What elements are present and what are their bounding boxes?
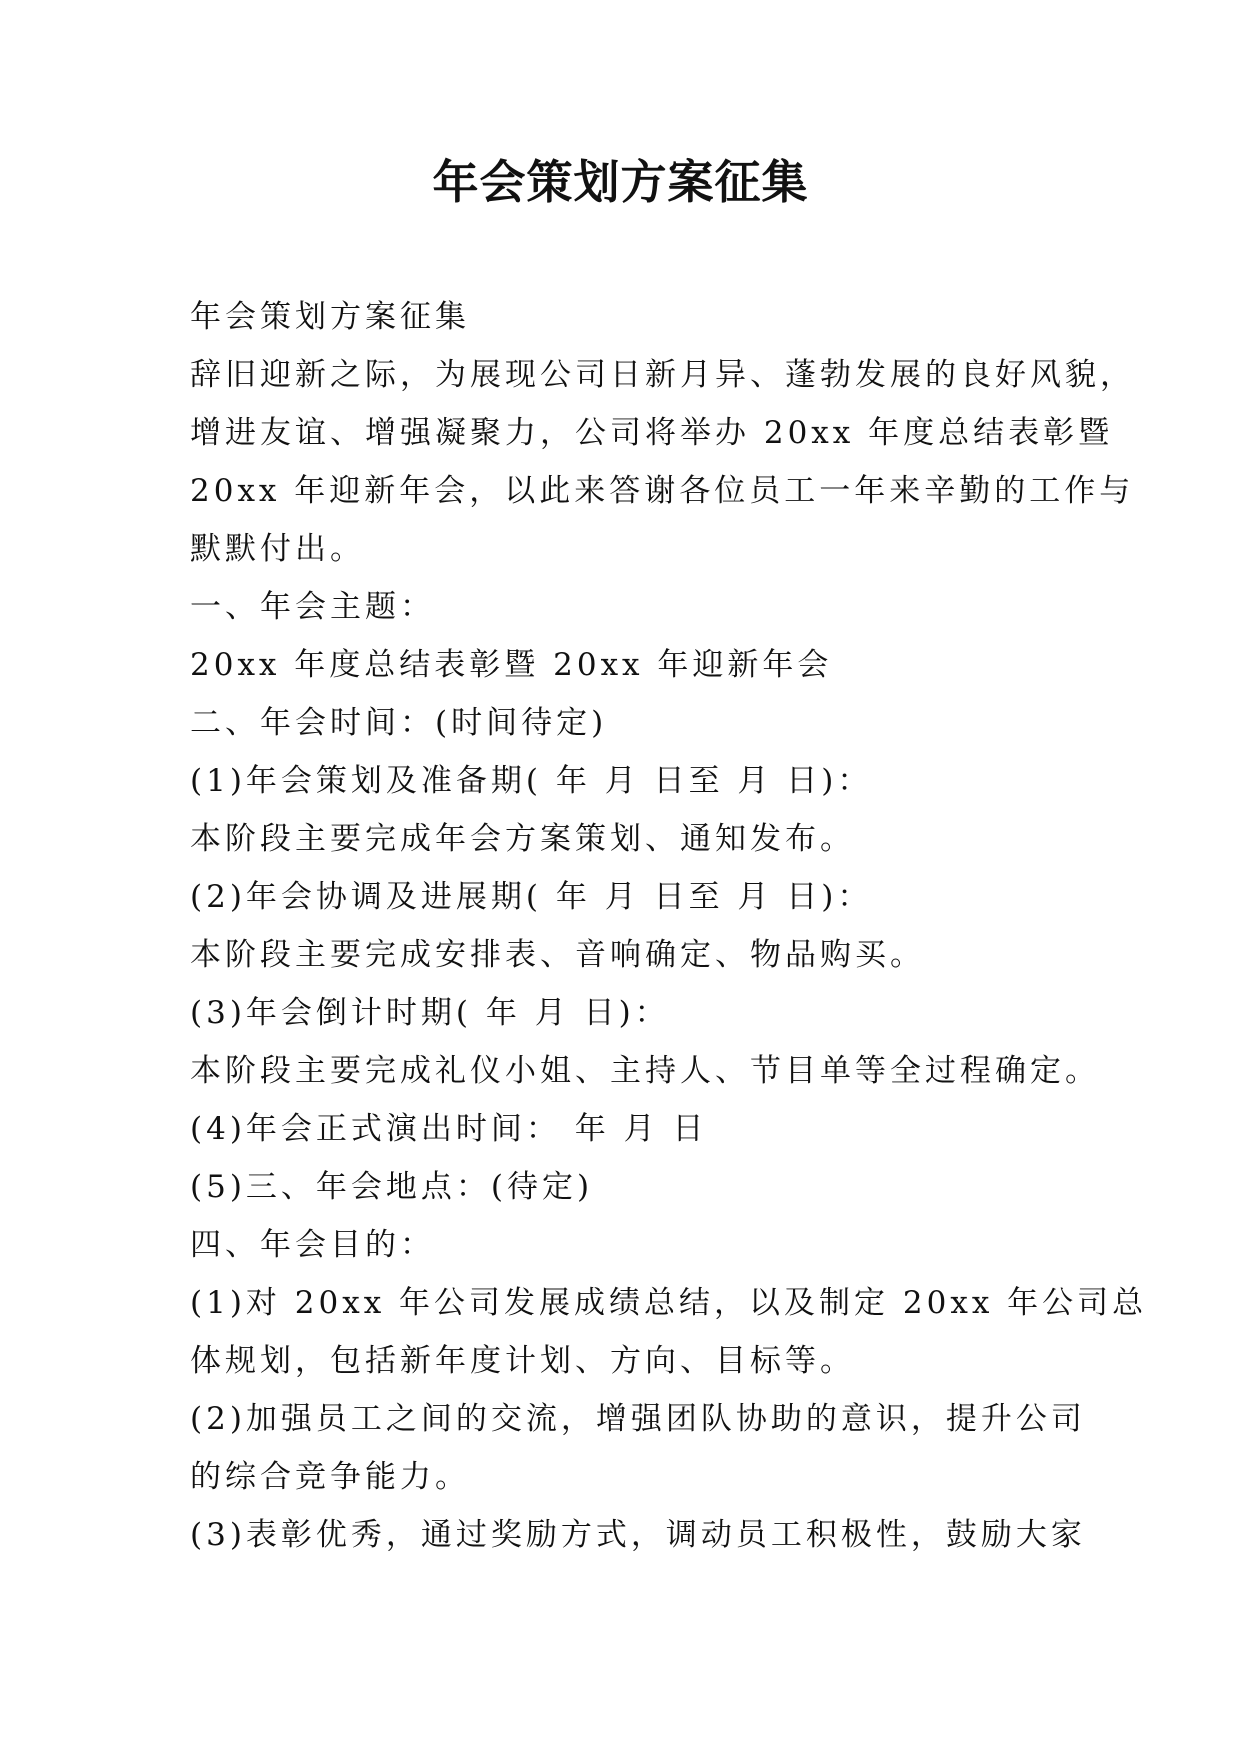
body-line-time-1-desc: 本阶段主要完成年会方案策划、通知发布。 (190, 821, 855, 857)
body-line-time-3: (3)年会倒计时期( 年 月 日)： (190, 995, 670, 1031)
body-line-purpose-3: (3)表彰优秀，通过奖励方式，调动员工积极性，鼓励大家 (190, 1517, 1086, 1553)
body-line-subtitle: 年会策划方案征集 (190, 299, 470, 335)
body-line-purpose-2-cont: 的综合竞争能力。 (190, 1459, 470, 1495)
document-body (190, 288, 1148, 1564)
section-heading-purpose: 四、年会目的： (190, 1227, 435, 1263)
body-line-time-2: (2)年会协调及进展期( 年 月 日至 月 日)： (190, 879, 873, 915)
body-line-purpose-1-cont: 体规划，包括新年度计划、方向、目标等。 (190, 1343, 855, 1379)
body-line-intro-2: 增进友谊、增强凝聚力，公司将举办 20xx 年度总结表彰暨 (190, 415, 1114, 451)
section-heading-theme: 一、年会主题： (190, 589, 435, 625)
body-line-purpose-2: (2)加强员工之间的交流，增强团队协助的意识，提升公司 (190, 1401, 1086, 1437)
body-line-theme: 20xx 年度总结表彰暨 20xx 年迎新年会 (190, 647, 833, 683)
body-line-time-3-desc: 本阶段主要完成礼仪小姐、主持人、节目单等全过程确定。 (190, 1053, 1100, 1089)
body-line-purpose-1: (1)对 20xx 年公司发展成绩总结，以及制定 20xx 年公司总 (190, 1285, 1148, 1321)
body-line-time-4: (4)年会正式演出时间： 年 月 日 (190, 1111, 708, 1147)
body-line-location: (5)三、年会地点：(待定) (190, 1169, 594, 1205)
body-line-intro-3: 20xx 年迎新年会，以此来答谢各位员工一年来辛勤的工作与 (190, 473, 1135, 509)
section-heading-time: 二、年会时间：(时间待定) (190, 705, 608, 741)
body-line-time-1: (1)年会策划及准备期( 年 月 日至 月 日)： (190, 763, 873, 799)
document-title: 年会策划方案征集 (432, 155, 809, 209)
body-line-intro-1: 辞旧迎新之际，为展现公司日新月异、蓬勃发展的良好风貌， (190, 357, 1135, 393)
body-line-time-2-desc: 本阶段主要完成安排表、音响确定、物品购买。 (190, 937, 925, 973)
body-line-intro-4: 默默付出。 (190, 531, 365, 567)
